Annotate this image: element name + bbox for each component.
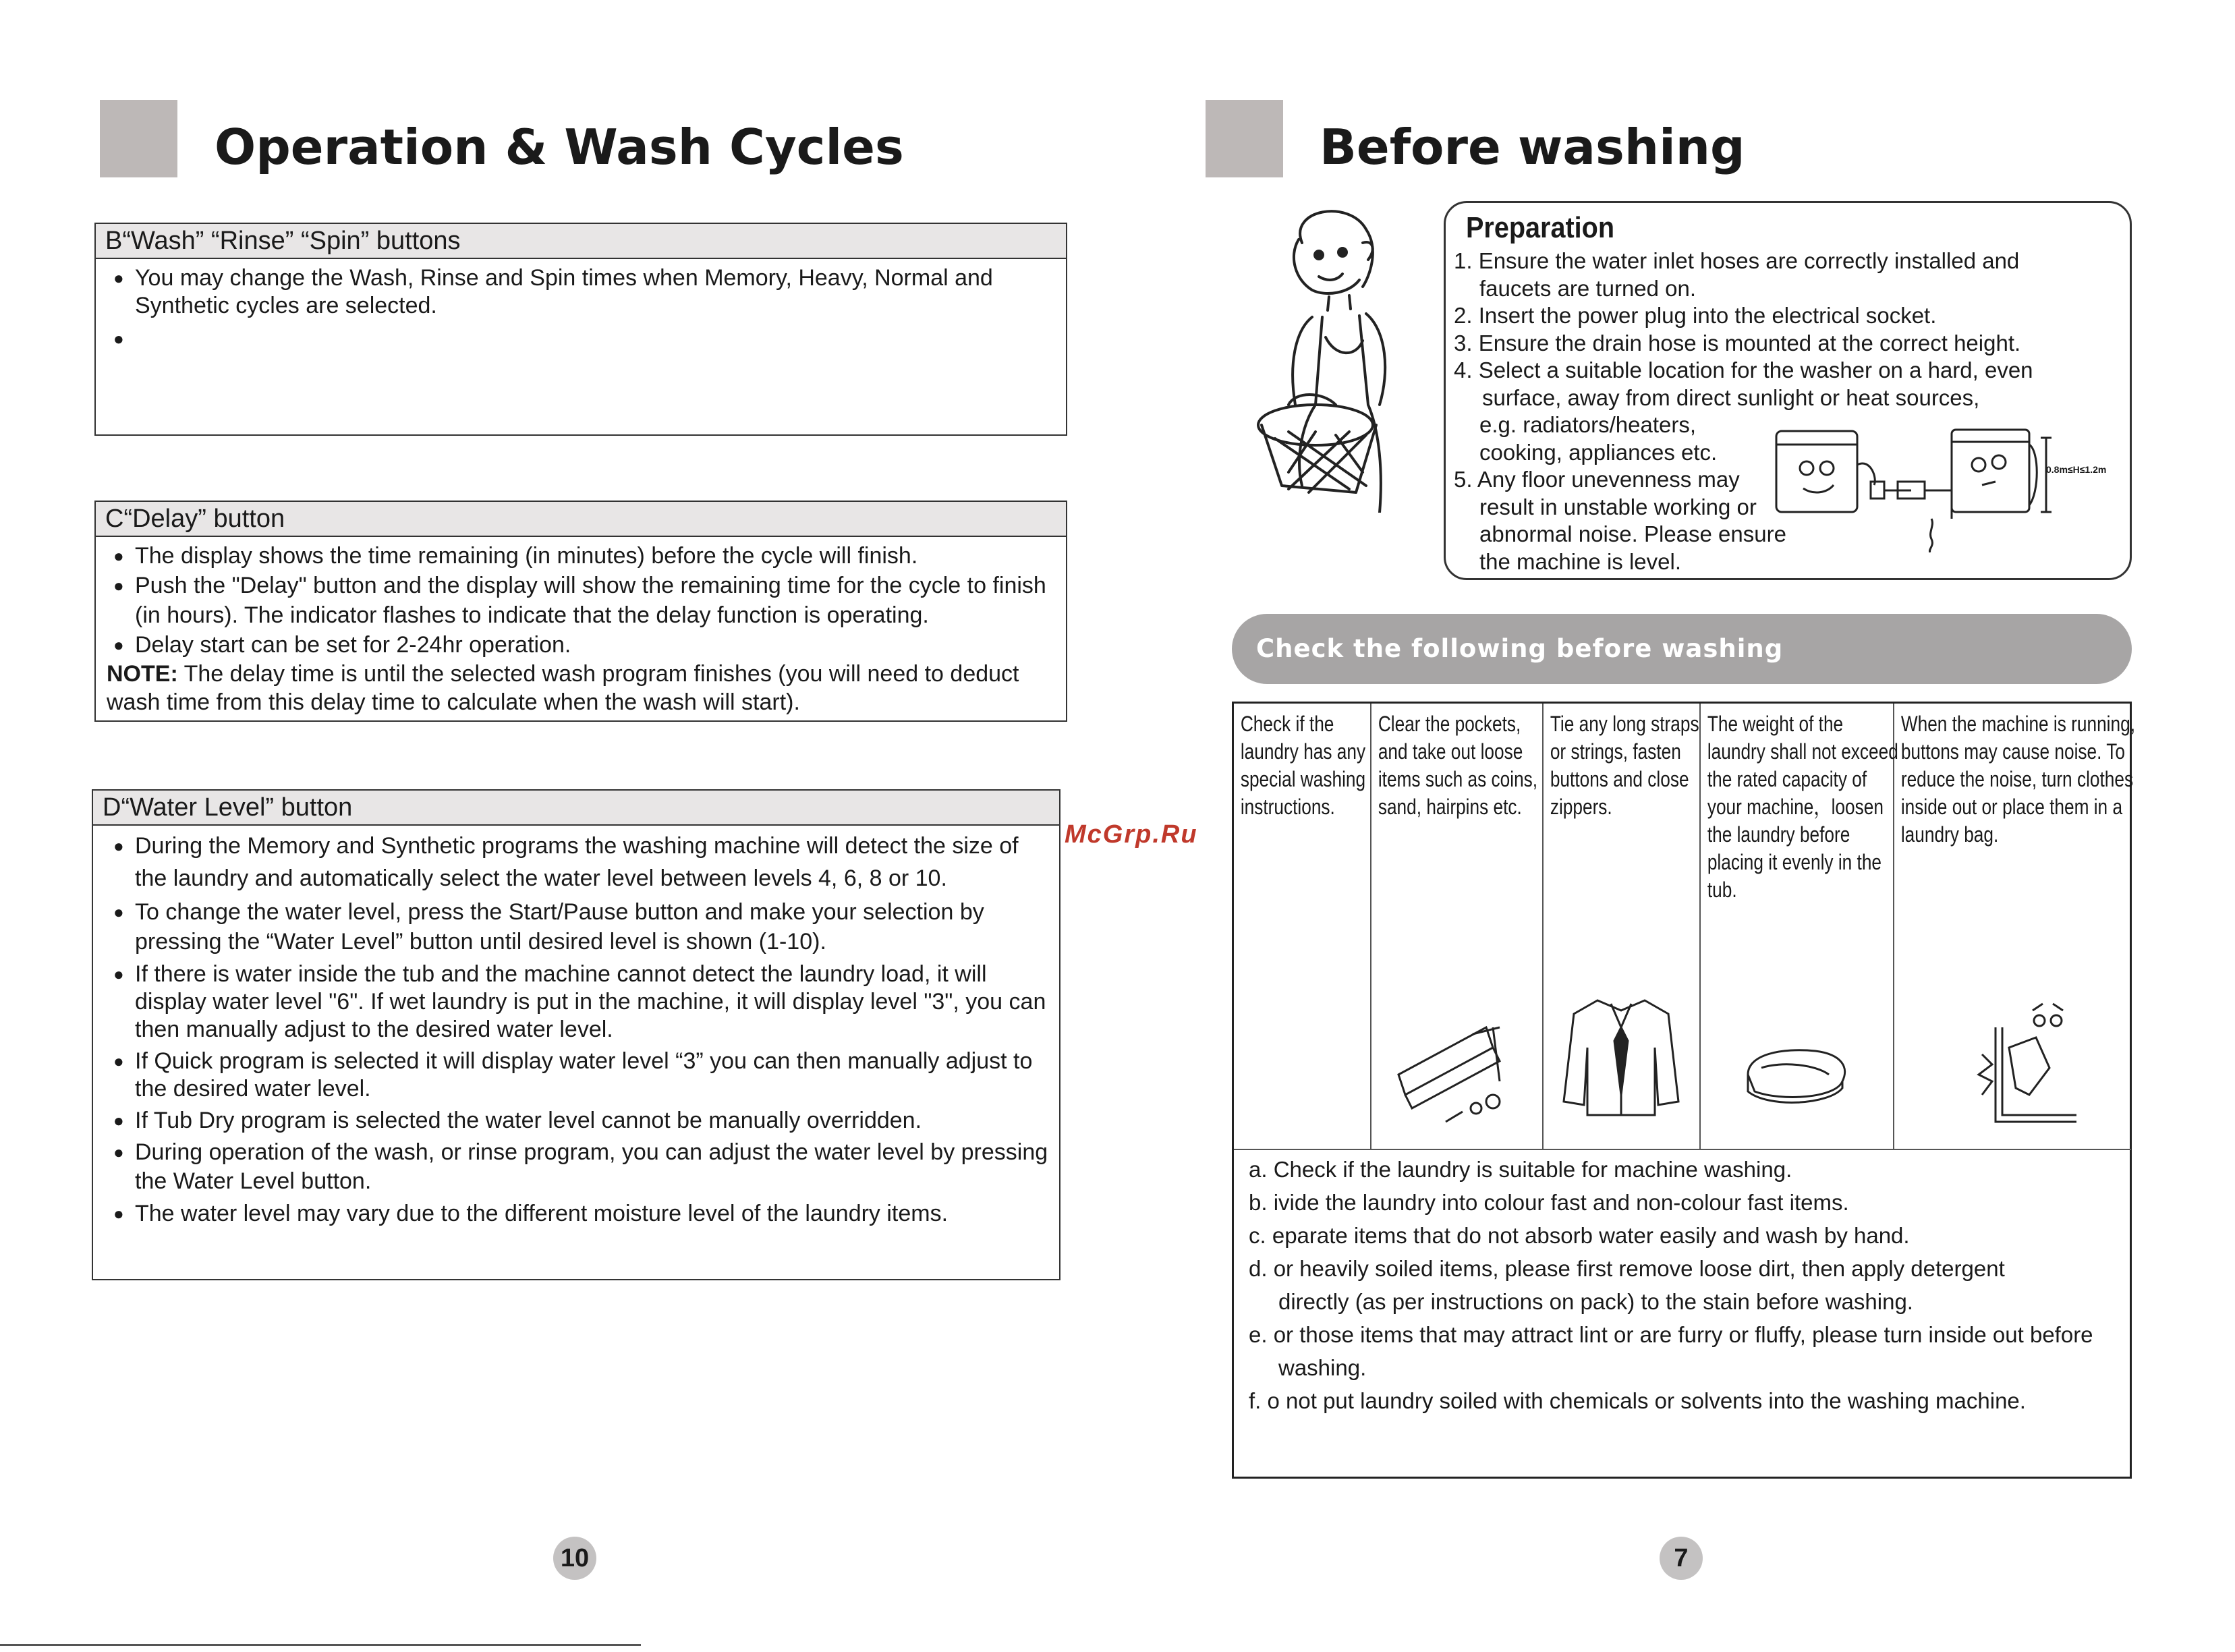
section-d-list [93, 826, 1059, 1228]
note-label: NOTE: [107, 661, 178, 687]
washing-steps [1249, 1153, 2126, 1417]
list-item: ● The water level may vary due to the different moisture level of the laundry items. [109, 1199, 1052, 1228]
step-line: washing. [1278, 1355, 1367, 1380]
prep-line: the machine is level. [1479, 548, 1681, 574]
page-title-left: Operation & Wash Cycles [215, 119, 904, 175]
page-edge-line [0, 1644, 641, 1646]
section-d-header: D“Water Level” button [93, 791, 1059, 826]
section-b-header: B“Wash” “Rinse” “Spin” buttons [96, 224, 1066, 259]
prep-line: e.g. radiators/heaters, [1479, 412, 1697, 437]
step-line: directly (as per instructions on pack) to the stain before washing. [1278, 1289, 1913, 1314]
step-line: c. eparate items that do not absorb water easily and wash by hand. [1249, 1223, 1910, 1248]
noisy-machine-icon [1975, 1000, 2083, 1135]
section-b-list [96, 259, 1066, 320]
preparation-box [1444, 201, 2132, 580]
title-square-decoration [1206, 100, 1283, 177]
delay-note [96, 660, 1066, 716]
section-b-box [94, 223, 1067, 436]
check-before-washing-banner: Check the following before washing [1232, 614, 2132, 684]
check-column [1701, 704, 1898, 1149]
preparation-title: Preparation [1466, 211, 1615, 244]
section-d-box [92, 789, 1060, 1280]
folded-laundry-icon [1741, 1034, 1856, 1122]
check-list-box [1232, 702, 2135, 1479]
shirt-icon [1557, 987, 1685, 1122]
prep-line: surface, away from direct sunlight or heat sources, [1482, 384, 1980, 410]
prep-line: 3. Ensure the drain hose is mounted at the correct height. [1454, 330, 2021, 355]
list-item: ● If there is water inside the tub and the machine cannot detect the laundry load, it will display water level "6". If wet laundry is put in the machine, it will display level "3", you can then manually adjust to the desired water level. [109, 961, 1052, 1044]
check-column [1544, 704, 1701, 1149]
watermark: McGrp.Ru [1065, 820, 1198, 849]
section-c-header: C“Delay” button [96, 502, 1066, 537]
column-text: Tie any long straps or strings, fasten buttons and close zippers. [1550, 712, 1699, 819]
step-line: f. o not put laundry soiled with chemicals or solvents into the washing machine. [1249, 1388, 2026, 1413]
prep-line: 1. Ensure the water inlet hoses are correctly installed and [1454, 248, 2020, 273]
check-column [1894, 704, 2135, 1149]
page-number-left: 10 [553, 1537, 596, 1580]
column-text: Check if the laundry has any special washing instructions. [1240, 712, 1366, 819]
pocket-items-icon [1392, 1007, 1520, 1129]
check-column [1371, 704, 1544, 1149]
list-item: ● During the Memory and Synthetic programs the washing machine will detect the size of the laundry and automatically select the water level between levels 4, 6, 8 or 10. [109, 830, 1052, 894]
list-item: ● Delay start can be set for 2-24hr operation. [109, 630, 1059, 660]
title-square-decoration [100, 100, 177, 177]
prep-line: abnormal noise. Please ensure [1479, 521, 1786, 546]
note-text: The delay time is until the selected wash program finishes (you will need to deduct wash time from this delay time to calculate when the wash will start). [107, 661, 1019, 715]
step-line: e. or those items that may attract lint or are furry or fluffy, please turn inside out before [1249, 1322, 2093, 1347]
step-line: d. or heavily soiled items, please first remove loose dirt, then apply detergent [1249, 1256, 2005, 1281]
prep-line: 4. Select a suitable location for the washer on a hard, even [1454, 358, 2033, 382]
prep-line: result in unstable working or [1479, 494, 1757, 519]
list-item: ● To change the water level, press the Start/Pause button and make your selection by pressing the “Water Level” button until desired level is shown (1-10). [109, 897, 1052, 957]
column-text: When the machine is running, buttons may cause noise. To reduce the noise, turn clothes inside out or place them in a laundry bag. [1900, 712, 2135, 847]
list-item: ● Push the "Delay" button and the display will show the remaining time for the cycle to finish (in hours). The indicator flashes to indicate that the delay function is operating. [109, 571, 1059, 630]
page-title-right: Before washing [1320, 119, 1745, 175]
prep-line: 2. Insert the power plug into the electrical socket. [1454, 303, 1937, 328]
washer-height-illustration [1770, 418, 2053, 552]
column-text: Clear the pockets, and take out loose items such as coins, sand, hairpins etc. [1378, 712, 1538, 819]
prep-line: 5. Any floor unevenness may [1454, 467, 1740, 492]
prep-line: cooking, appliances etc. [1479, 439, 1718, 465]
section-c-box [94, 501, 1067, 722]
check-column [1234, 704, 1371, 1149]
step-line: a. Check if the laundry is suitable for machine washing. [1249, 1157, 1792, 1182]
step-line: b. ivide the laundry into colour fast and non-colour fast items. [1249, 1190, 1849, 1215]
list-item: ● You may change the Wash, Rinse and Spin times when Memory, Heavy, Normal and Synthetic cycles are selected. [109, 264, 1059, 320]
column-divider-line [1234, 1149, 2131, 1150]
list-item: ● During operation of the wash, or rinse program, you can adjust the water level by pressing the Water Level button. [109, 1138, 1052, 1196]
list-item: ● If Tub Dry program is selected the water level cannot be manually overridden. [109, 1106, 1052, 1135]
section-c-list [96, 537, 1066, 660]
height-range-label: 0.8m≤H≤1.2m [2046, 464, 2107, 475]
column-text: The weight of the laundry shall not exceed the rated capacity of your machine，loosen the laundry before placing it evenly in the tub. [1707, 712, 1898, 902]
prep-line: faucets are turned on. [1479, 275, 1697, 301]
woman-with-basket-illustration [1248, 202, 1417, 513]
list-item: ● The display shows the time remaining (in minutes) before the cycle will finish. [109, 541, 1059, 571]
page-number-right: 7 [1660, 1537, 1703, 1580]
list-item: ● If Quick program is selected it will display water level “3” you can then manually adjust to the desired water level. [109, 1048, 1052, 1103]
